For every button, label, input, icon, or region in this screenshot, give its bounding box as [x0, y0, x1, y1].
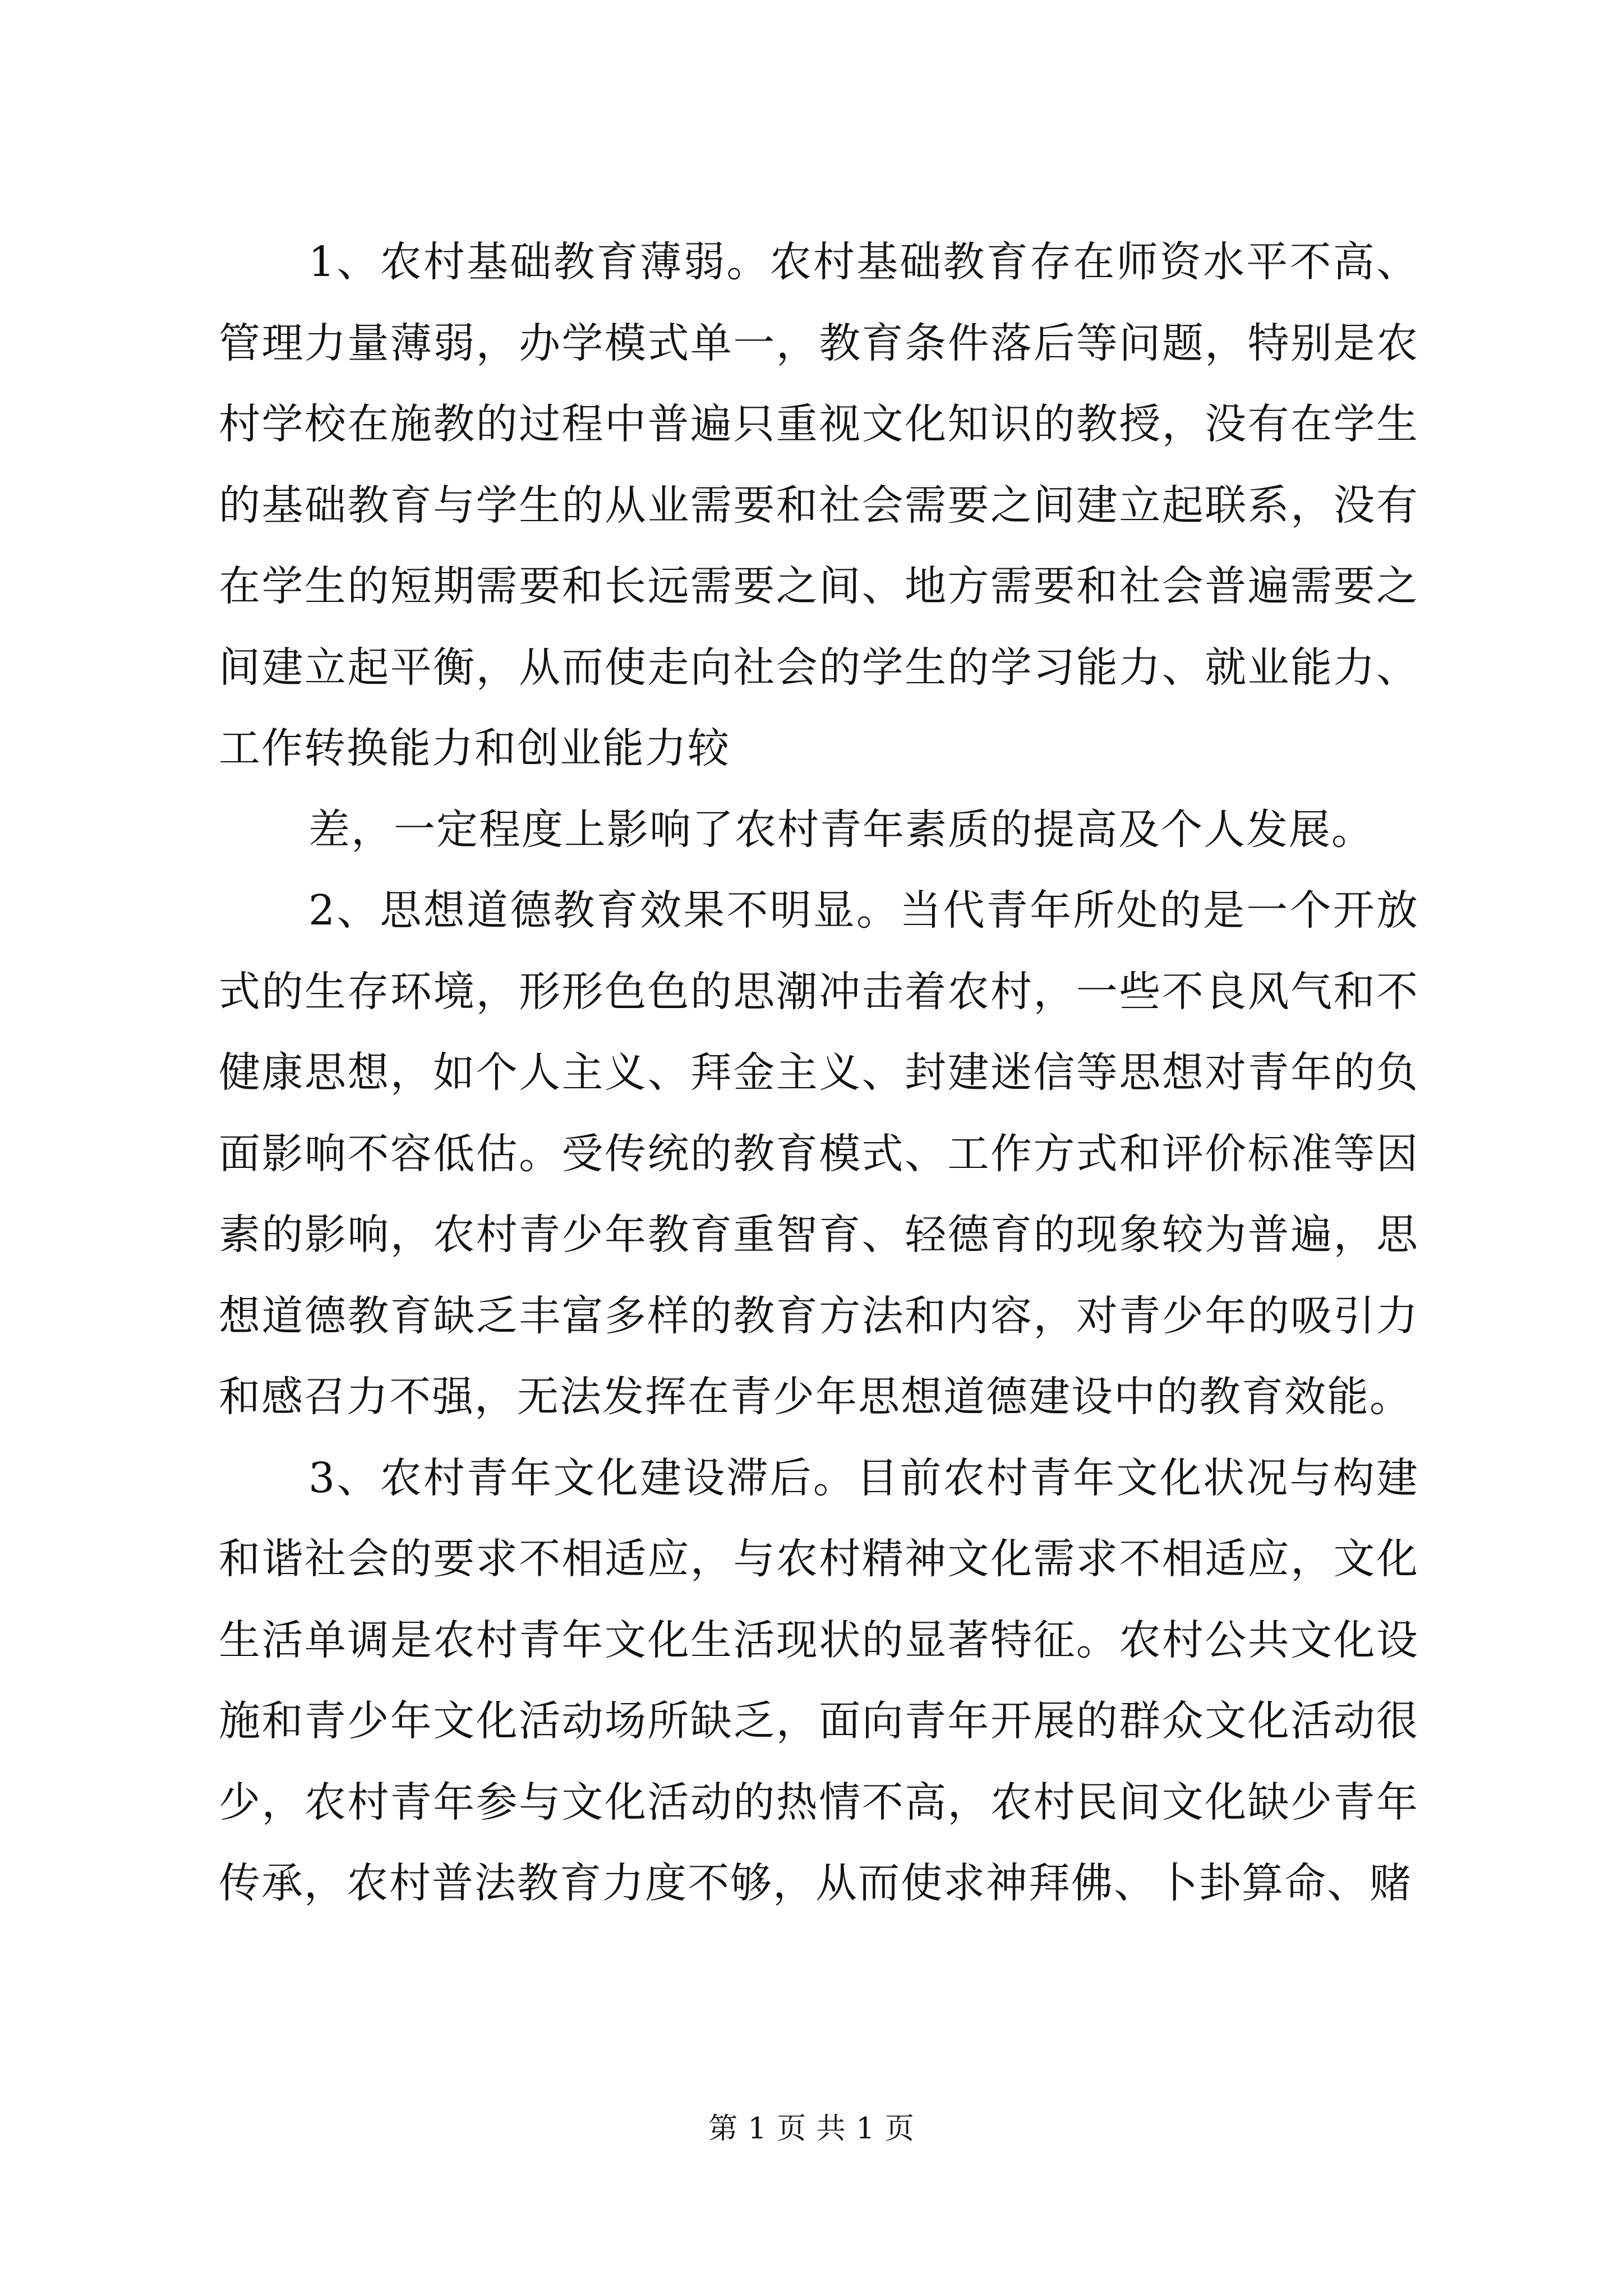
document-body — [219, 222, 1419, 1924]
paragraph-rural-basic-education: 1、农村基础教育薄弱。农村基础教育存在师资水平不高、管理力量薄弱，办学模式单一，教育条件落后等问题，特别是农村学校在施教的过程中普遍只重视文化知识的教授，没有在学生的基础教育与学生的从业需要和社会需要之间建立起联系，没有在学生的短期需要和长远需要之间、地方需要和社会普遍需要之间建立起平衡，从而使走向社会的学生的学习能力、就业能力、工作转换能力和创业能力较 — [219, 238, 1419, 772]
paragraph-moral-education: 2、思想道德教育效果不明显。当代青年所处的是一个开放式的生存环境，形形色色的思潮冲击着农村，一些不良风气和不健康思想，如个人主义、拜金主义、封建迷信等思想对青年的负面影响不容低估。受传统的教育模式、工作方式和评价标准等因素的影响，农村青少年教育重智育、轻德育的现象较为普遍，思想道德教育缺乏丰富多样的教育方法和内容，对青少年的吸引力和感召力不强，无法发挥在青少年思想道德建设中的教育效能。 — [219, 886, 1419, 1421]
paragraph-youth-culture: 3、农村青年文化建设滞后。目前农村青年文化状况与构建和谐社会的要求不相适应，与农村精神文化需求不相适应，文化生活单调是农村青年文化生活现状的显著特征。农村公共文化设施和青少年文化活动场所缺乏，面向青年开展的群众文化活动很少，农村青年参与文化活动的热情不高，农村民间文化缺少青年传承，农村普法教育力度不够，从而使求神拜佛、卜卦算命、赌 — [219, 1453, 1419, 1907]
paragraph-continuation: 差，一定程度上影响了农村青年素质的提高及个人发展。 — [308, 805, 1374, 854]
page-number-footer: 第 1 页 共 1 页 — [708, 2112, 915, 2146]
